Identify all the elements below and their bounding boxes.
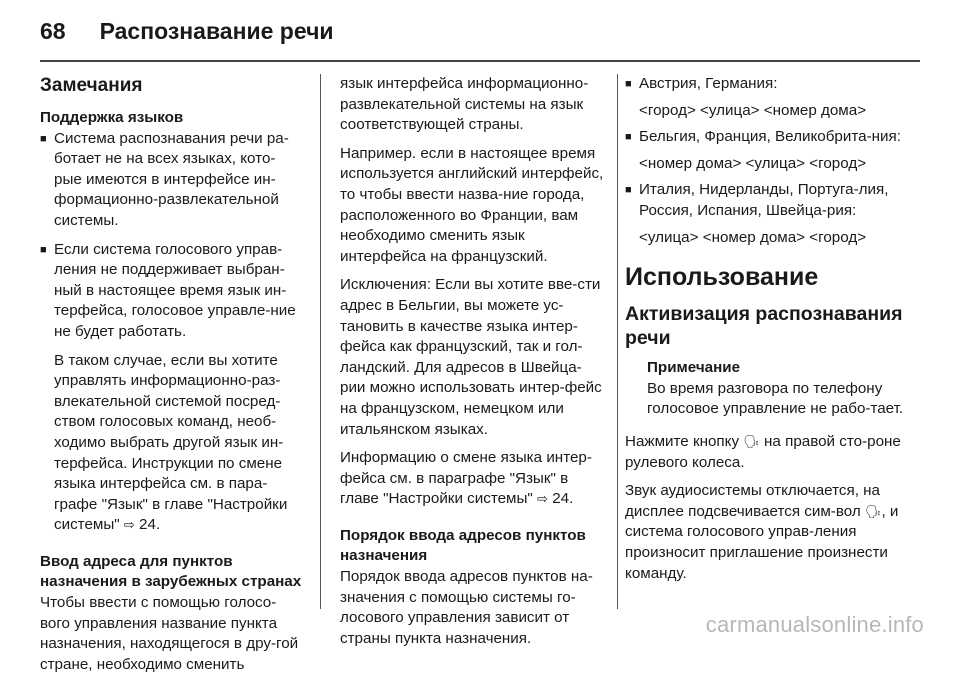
bullet-text: Австрия, Германия: [639, 75, 778, 92]
paragraph [40, 351, 302, 536]
list-item [40, 129, 302, 232]
square-bullet-icon: ■ [625, 78, 632, 90]
address-format: <улица> <номер дома> <город> [639, 228, 867, 246]
subsection-title-activation: Активизация распознавания речи [625, 303, 903, 350]
subsection-title-foreign-address: Ввод адреса для пунктов назначения в зарубежных странах [40, 552, 302, 591]
page-header [40, 18, 334, 50]
list-item [625, 74, 921, 95]
watermark: carmanualsonline.info [705, 612, 924, 637]
section-title-usage: Использование [625, 263, 819, 292]
bullet-text: Бельгия, Франция, Великобрита-ния: [639, 128, 901, 146]
paragraph [340, 448, 605, 510]
bullet-text: Система распознавания речи ра-ботает не на всех языках, кото-рые имеются в интерфейсе ин-формационно-развлекательной системы. [54, 129, 289, 229]
paragraph [625, 432, 921, 473]
paragraph-text: В таком случае, если вы хотите управлять информационно-раз-влекательной системой посред-ством голосовых команд, необ-ходимо выбрать другой язык ин-терфейса. Инструкции по смене языка интерфейса см. в пара-графе "Язык" в главе "Настройки системы" [54, 351, 288, 534]
note-box [625, 358, 921, 420]
paragraph: Например. если в настоящее время используется английский интерфейс, то чтобы ввести назва-ние города, расположенного во Франции, вам необходимо сменить язык интерфейса на французский. [340, 144, 604, 265]
column-3 [625, 74, 921, 584]
subsection-title-address-order: Порядок ввода адресов пунктов назначения [340, 526, 586, 565]
square-bullet-icon: ■ [625, 184, 632, 197]
paragraph: Порядок ввода адресов пунктов на-значения с помощью системы го-лосового управления зависит от страны пункта назначения. [340, 568, 593, 647]
square-bullet-icon: ■ [625, 131, 632, 144]
page-title: Распознавание речи [99, 18, 334, 44]
paragraph-text: , и система голосового управ-ления произносит приглашение произнести команду. [625, 502, 899, 582]
column-2 [340, 74, 605, 649]
square-bullet-icon: ■ [40, 243, 47, 256]
subsection-title-language-support: Поддержка языков [40, 109, 184, 126]
list-item [625, 127, 921, 148]
section-title-notes: Замечания [40, 75, 143, 96]
paragraph-text: Звук аудиосистемы отключается, на дисплее подсвечивается сим-вол [625, 482, 880, 520]
list-item [40, 240, 302, 343]
voice-control-icon: 🗣 [743, 433, 760, 449]
paragraph: язык интерфейса информационно-развлекательной системы на язык соответствующей страны. [340, 75, 589, 134]
list-item [625, 180, 921, 221]
paragraph-text: на правой сто-роне рулевого колеса. [625, 432, 901, 471]
paragraph-text: Информацию о смене языка интер-фейса см. в параграфе "Язык" в главе "Настройки системы" [340, 449, 592, 508]
page-reference-arrow-icon: ⇨ [537, 491, 548, 507]
square-bullet-icon: ■ [40, 132, 47, 145]
bullet-text: Если система голосового управ-ления не поддерживает выбран-ный в настоящее время язык ин-терфейса, голосовое управле-ние не будет работать. [54, 240, 296, 340]
page-number: 68 [40, 18, 66, 44]
paragraph: Исключения: Если вы хотите вве-сти адрес в Бельгии, вы можете ус-тановить в качестве языка интер-фейса как французский, так и гол-ландский. Для адресов в Швейца-рии можно использовать интер-фейс на французском, немецком или итальянском языках. [340, 276, 602, 438]
note-title: Примечание [647, 359, 741, 377]
page-reference-arrow-icon: ⇨ [123, 517, 135, 533]
page-reference: 24. [552, 490, 574, 508]
address-format: <город> <улица> <номер дома> [639, 101, 867, 119]
bullet-text: Италия, Нидерланды, Португа-лия, Россия, Испания, Швейца-рия: [639, 181, 889, 219]
page-reference: 24. [139, 516, 161, 534]
paragraph [625, 481, 921, 584]
paragraph-text: Нажмите кнопку [625, 432, 740, 450]
address-format: <номер дома> <улица> <город> [639, 154, 867, 172]
column-divider [617, 74, 618, 609]
voice-control-icon: 🗣 [864, 503, 882, 519]
header-rule [40, 60, 920, 62]
note-text: Во время разговора по телефону голосовое управление не рабо-тает. [647, 379, 904, 418]
paragraph: Чтобы ввести с помощью голосо-вого управления название пункта назначения, находящегося в дру-гой стране, необходимо сменить [40, 594, 299, 673]
column-1 [40, 74, 302, 675]
column-divider [320, 74, 321, 609]
